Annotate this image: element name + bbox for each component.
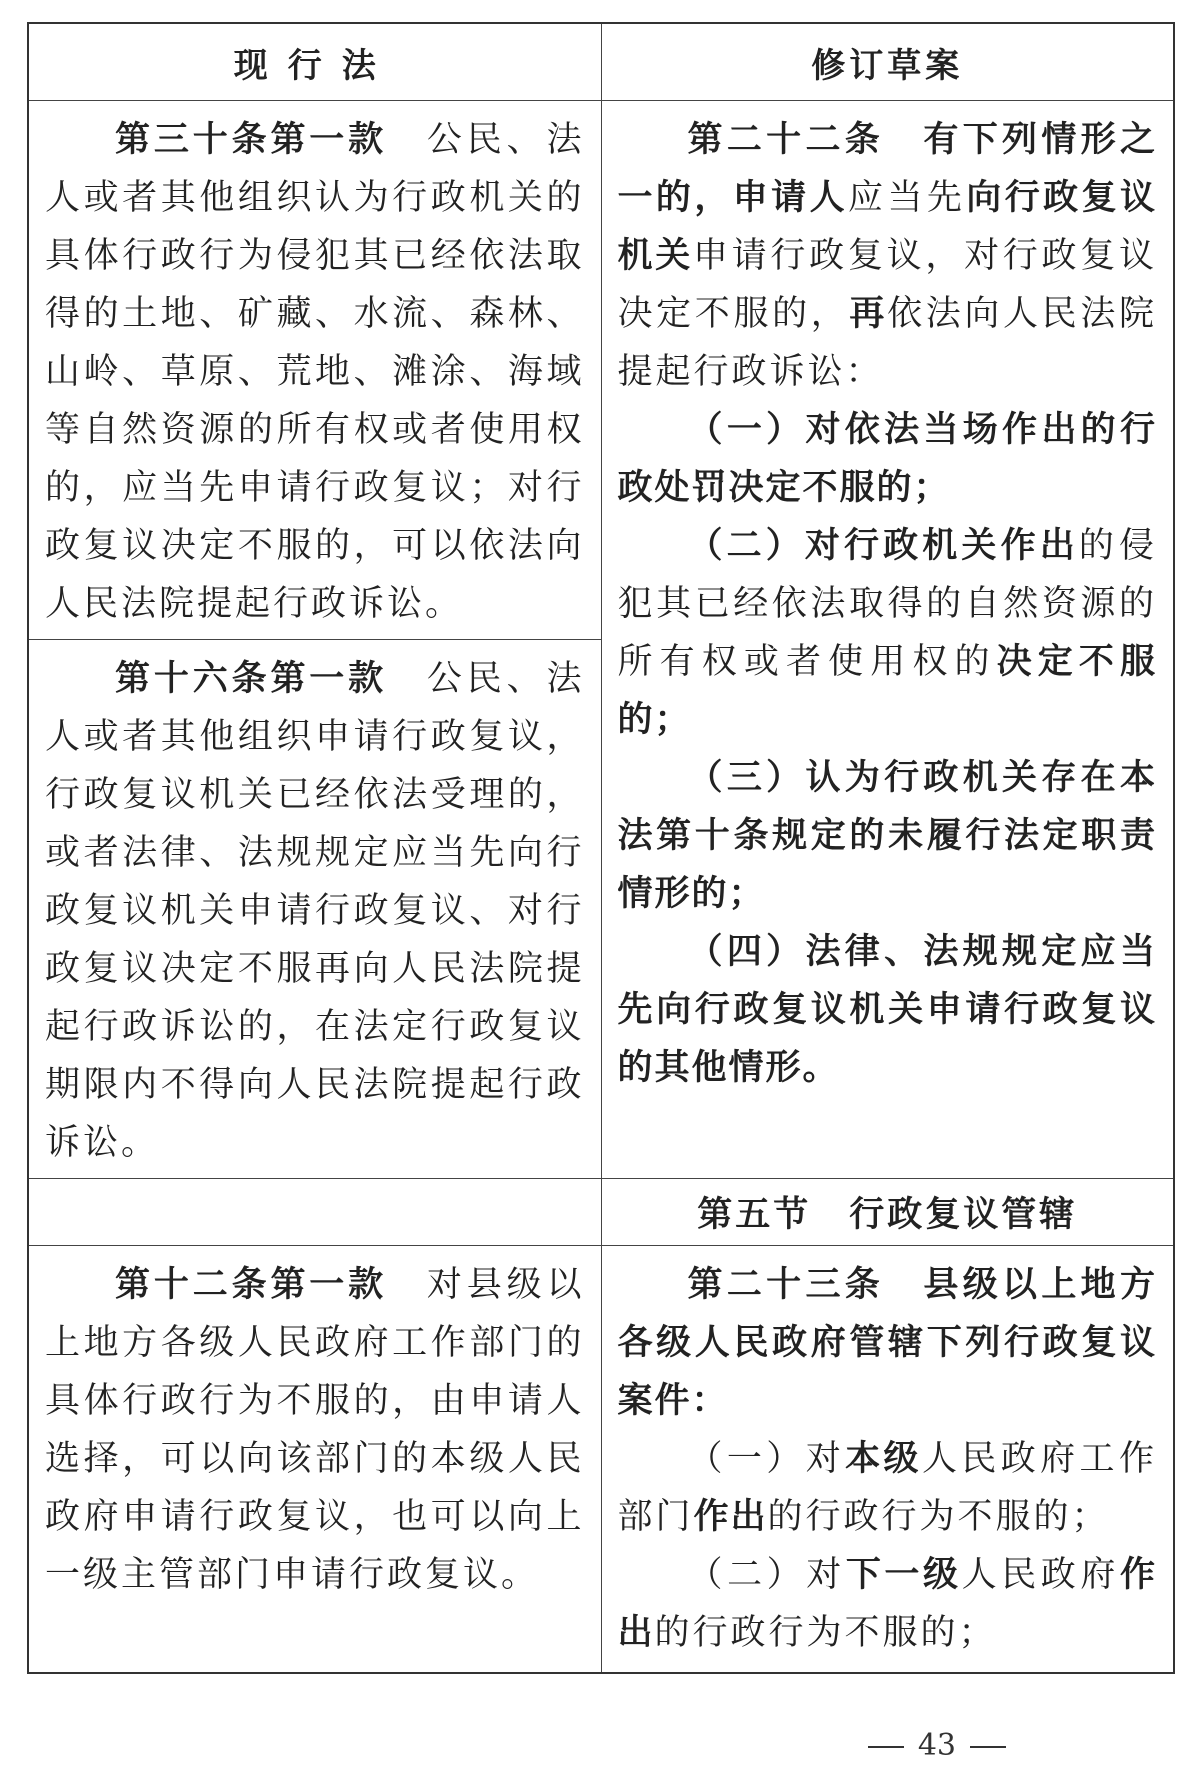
article-text: 公民、法人或者其他组织申请行政复议，行政复议机关已经依法受理的，或者法律、法规规定应当先向行政复议机关申请行政复议、对行政复议决定不服再向人民法院提起行政诉讼的，在法定行政复议期限内不得向人民法院提起行政诉讼。 — [45, 659, 585, 1163]
article-16-paragraph — [45, 650, 585, 1172]
bold-span: 作出 — [1000, 526, 1079, 566]
footer-dash-left — [868, 1746, 904, 1748]
text-span: 应当先 — [848, 178, 967, 218]
article-title: 第十六条第一款 — [115, 659, 388, 699]
bold-span: （二）对行政机关 — [687, 526, 1001, 566]
article-23-item-1 — [618, 1430, 1158, 1546]
article-text: 对县级以上地方各级人民政府工作部门的具体行政行为不服的，由申请人选择，可以向该部门的本级人民政府申请行政复议，也可以向上一级主管部门申请行政复议。 — [45, 1265, 585, 1595]
header-revision-draft: 修订草案 — [601, 23, 1174, 101]
table-row — [28, 101, 1174, 640]
article-12-paragraph — [45, 1256, 585, 1604]
bold-span: 向行政复议机关 — [617, 178, 1157, 276]
article-22-item-2 — [618, 517, 1158, 749]
left-cell-article-16 — [28, 640, 601, 1179]
article-22-intro — [618, 111, 1158, 401]
text-span: 的行政行为不服的； — [767, 1497, 1110, 1537]
left-cell-article-30 — [28, 101, 601, 640]
footer-dash-right — [970, 1746, 1006, 1748]
text-span: 人民政府 — [961, 1555, 1120, 1595]
article-22-item-3: （三）认为行政机关存在本法第十条规定的未履行法定职责情形的； — [617, 758, 1157, 914]
text-span: 人民政府工作部门 — [617, 1439, 1157, 1537]
left-cell-article-12 — [28, 1246, 601, 1674]
bold-span: 作出 — [693, 1497, 768, 1537]
text-span: 申请行政复议，对行政复议决定不服的， — [617, 236, 1157, 334]
article-23-intro: 第二十三条 县级以上地方各级人民政府管辖下列行政复议案件： — [617, 1265, 1157, 1421]
bold-span: 决定不服的； — [617, 642, 1157, 740]
text-span: 依法向人民法院提起行政诉讼： — [617, 294, 1157, 392]
bold-span: 本级 — [845, 1439, 922, 1479]
bold-span: 作出 — [617, 1555, 1157, 1653]
article-title: 第三十条第一款 — [115, 120, 388, 160]
section-title: 第五节 行政复议管辖 — [601, 1179, 1174, 1246]
comparison-table — [27, 22, 1175, 1674]
section-row — [28, 1179, 1174, 1246]
text-span: 的侵犯其已经依法取得的自然资源的所有权或者使用权的 — [617, 526, 1157, 682]
bold-span: 第二十二条 有下列情形之一的，申请人 — [617, 120, 1157, 218]
right-cell-article-23 — [601, 1246, 1174, 1674]
article-text: 公民、法人或者其他组织认为行政机关的具体行政行为侵犯其已经依法取得的土地、矿藏、水流、森林、山岭、草原、荒地、滩涂、海域等自然资源的所有权或者使用权的，应当先申请行政复议；对行政复议决定不服的，可以依法向人民法院提起行政诉讼。 — [45, 120, 585, 624]
text-span: 的行政行为不服的； — [654, 1613, 997, 1653]
article-23-item-2 — [618, 1546, 1158, 1662]
article-22-item-1: （一）对依法当场作出的行政处罚决定不服的； — [617, 410, 1157, 508]
article-30-paragraph — [45, 111, 585, 633]
header-current-law: 现行法 — [28, 23, 601, 101]
article-title: 第十二条第一款 — [115, 1265, 388, 1305]
page-number: 43 — [917, 1728, 956, 1763]
article-22-item-4: （四）法律、法规规定应当先向行政复议机关申请行政复议的其他情形。 — [617, 932, 1157, 1088]
text-span: （一）对 — [687, 1439, 846, 1479]
bold-span: 再 — [849, 294, 888, 334]
text-span: （二）对 — [687, 1555, 846, 1595]
page-footer — [0, 1728, 1200, 1763]
bold-span: 下一级 — [845, 1555, 962, 1595]
right-cell-article-22 — [601, 101, 1174, 1179]
table-header-row — [28, 23, 1174, 101]
table-row — [28, 1246, 1174, 1674]
section-left-empty — [28, 1179, 601, 1246]
